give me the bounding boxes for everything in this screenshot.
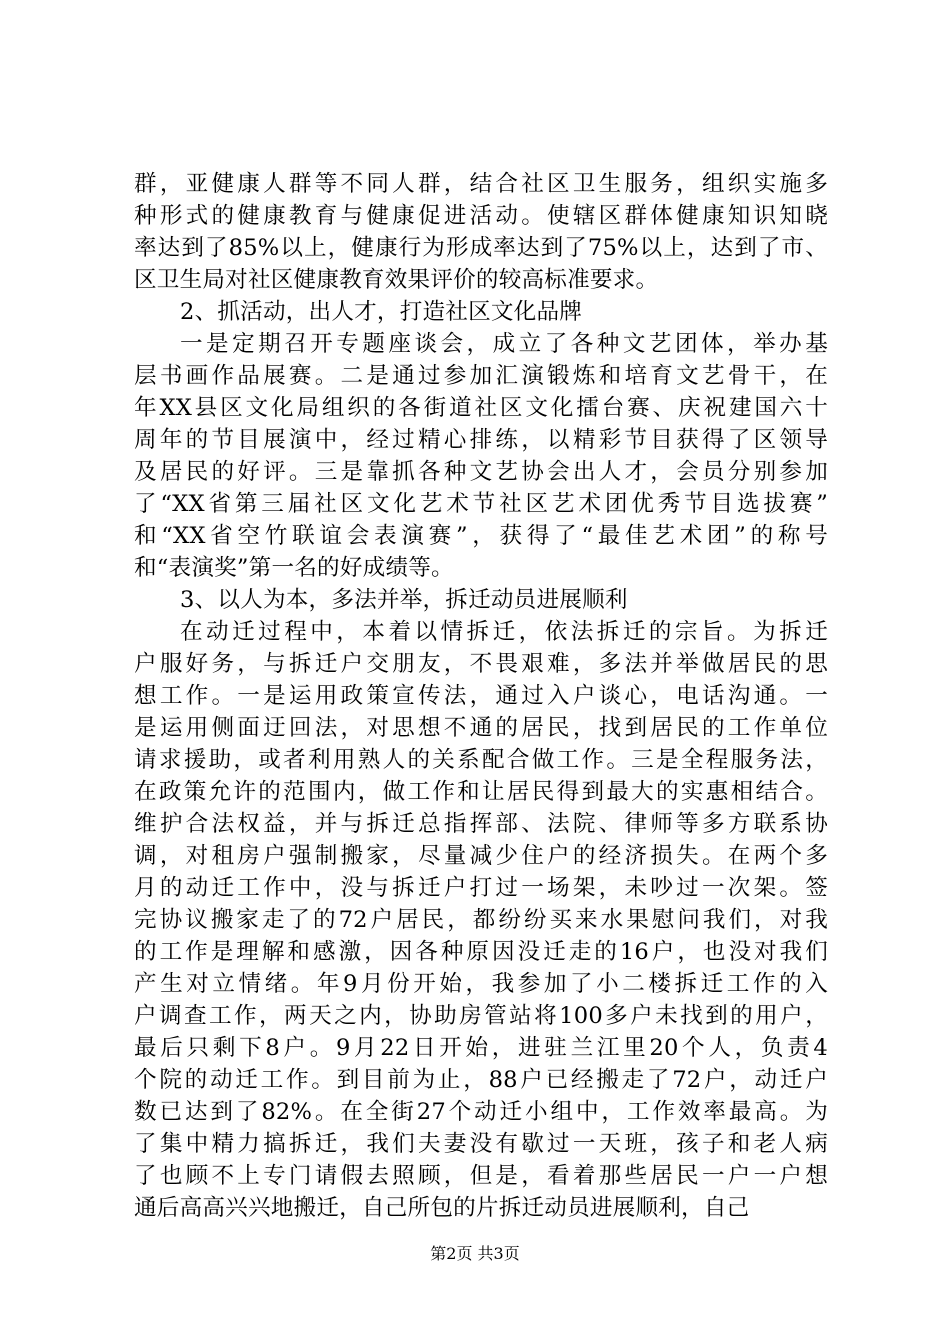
text-line: 了集中精力搞拆迁，我们夫妻没有歇过一天班，孩子和老人病: [134, 1131, 828, 1157]
document-body: [134, 168, 828, 1224]
text-line: 一是定期召开专题座谈会，成立了各种文艺团体，举办基: [180, 331, 828, 357]
text-line: 最后只剩下8户。9月22日开始，进驻兰江里20个人，负责4: [134, 1035, 828, 1061]
text-line: 想工作。一是运用政策宣传法，通过入户谈心，电话沟通。一: [134, 683, 828, 709]
text-line: 在政策允许的范围内，做工作和让居民得到最大的实惠相结合。: [134, 779, 828, 805]
text-line: 产生对立情绪。年9月份开始，我参加了小二楼拆迁工作的入: [134, 971, 828, 997]
text-line: 层书画作品展赛。二是通过参加汇演锻炼和培育文艺骨干，在: [134, 363, 828, 389]
text-line: 的工作是理解和感激，因各种原因没迁走的16户，也没对我们: [134, 939, 828, 965]
text-line: 通后高高兴兴地搬迁，自己所包的片拆迁动员进展顺利，自己: [134, 1195, 750, 1221]
text-line: 完协议搬家走了的72户居民，都纷纷买来水果慰问我们，对我: [134, 907, 828, 933]
text-line: 群，亚健康人群等不同人群，结合社区卫生服务，组织实施多: [134, 171, 828, 197]
text-line: 及居民的好评。三是靠抓各种文艺协会出人才，会员分别参加: [134, 459, 828, 485]
text-line: 周年的节目展演中，经过精心排练，以精彩节目获得了区领导: [134, 427, 828, 453]
text-line: 了“XX省第三届社区文化艺术节社区艺术团优秀节目选拔赛”: [134, 491, 828, 517]
text-line: 和“XX省空竹联谊会表演赛”，获得了“最佳艺术团”的称号: [134, 523, 828, 549]
text-line: 3、以人为本，多法并举，拆迁动员进展顺利: [180, 587, 628, 613]
text-line: 和“表演奖”第一名的好成绩等。: [134, 555, 454, 581]
text-line: 了也顾不上专门请假去照顾，但是，看着那些居民一户一户想: [134, 1163, 828, 1189]
text-line: 数已达到了82%。在全街27个动迁小组中，工作效率最高。为: [134, 1099, 828, 1125]
text-line: 户服好务，与拆迁户交朋友，不畏艰难，多法并举做居民的思: [134, 651, 828, 677]
text-line: 个院的动迁工作。到目前为止，88户已经搬走了72户，动迁户: [134, 1067, 828, 1093]
text-line: 区卫生局对社区健康教育效果评价的较高标准要求。: [134, 267, 659, 293]
text-line: 请求援助，或者利用熟人的关系配合做工作。三是全程服务法，: [134, 747, 828, 773]
text-line: 种形式的健康教育与健康促进活动。使辖区群体健康知识知晓: [134, 203, 828, 229]
text-line: 年XX县区文化局组织的各街道社区文化擂台赛、庆祝建国六十: [134, 395, 828, 421]
text-line: 在动迁过程中，本着以情拆迁，依法拆迁的宗旨。为拆迁: [180, 619, 828, 645]
page-footer: [0, 1243, 950, 1265]
text-line: 率达到了85%以上，健康行为形成率达到了75%以上，达到了市、: [134, 235, 828, 261]
text-line: 户调查工作，两天之内，协助房管站将100多户未找到的用户，: [134, 1003, 828, 1029]
page-number-label: 第2页 共3页: [430, 1244, 520, 1263]
text-line: 调，对租房户强制搬家，尽量减少住户的经济损失。在两个多: [134, 843, 828, 869]
text-line: 维护合法权益，并与拆迁总指挥部、法院、律师等多方联系协: [134, 811, 828, 837]
text-line: 月的动迁工作中，没与拆迁户打过一场架，未吵过一次架。签: [134, 875, 828, 901]
text-line: 是运用侧面迂回法，对思想不通的居民，找到居民的工作单位: [134, 715, 828, 741]
text-line: 2、抓活动，出人才，打造社区文化品牌: [180, 299, 583, 325]
